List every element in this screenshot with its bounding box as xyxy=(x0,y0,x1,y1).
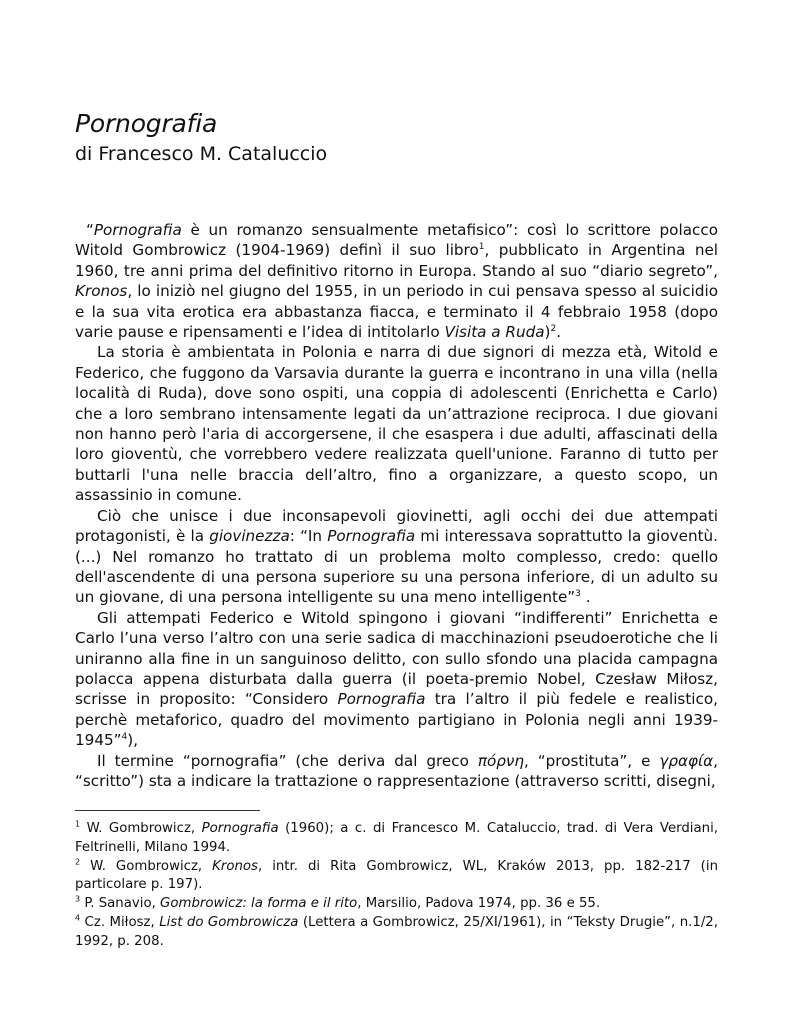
italic-title: Kronos xyxy=(75,282,128,301)
footnote-3 xyxy=(75,895,718,914)
text-run: ), xyxy=(127,731,139,750)
text-run: , “prostituta”, e xyxy=(524,751,660,770)
author-byline: di Francesco M. Cataluccio xyxy=(75,143,328,165)
footnote-ref-1[interactable]: 1 xyxy=(478,242,485,253)
footnote-number: 4 xyxy=(75,913,81,923)
paragraph-4 xyxy=(75,608,718,751)
paragraph-5 xyxy=(75,751,718,792)
italic-title: Visita a Ruda xyxy=(444,323,545,342)
text-run: tra l’altro il più fedele e realistico, perchè metaforico, quadro del movimento partigiano in Polonia negli anni 1939-1945” xyxy=(75,690,718,750)
text-run: è un romanzo sensualmente metafisico”: così lo scrittore polacco Witold Gombrowicz (1904-1969) definì il suo libro xyxy=(75,221,718,260)
text-run: , pubblicato in Argentina nel 1960, tre anni prima del definitivo ritorno in Europa. Stando al suo “diario segreto”, xyxy=(75,241,719,280)
text-run: mi interessava soprattutto la gioventù.(...) Nel romanzo ho trattato di un problema molto complesso, credo: quello dell'ascendente di una persona superiore su una persona inferiore, di un adulto su un giovane, di una persona intelligente su una meno intelligente” xyxy=(75,527,719,607)
footnote-1 xyxy=(75,820,718,858)
text-run: Cz. Miłosz, xyxy=(80,914,160,930)
footnotes xyxy=(75,820,718,952)
italic-title: Pornografia xyxy=(93,221,182,239)
footnote-ref-3[interactable]: 3 xyxy=(575,589,581,600)
article-body xyxy=(75,220,718,791)
footnote-number: 1 xyxy=(75,819,81,829)
italic-title: Kronos xyxy=(212,858,258,874)
paragraph-3 xyxy=(75,506,718,608)
greek-term: γραφία xyxy=(659,751,714,770)
text-run: P. Sanavio, xyxy=(80,896,161,912)
greek-term: πόρνη xyxy=(477,751,525,770)
footnote-divider xyxy=(75,810,260,811)
footnote-number: 3 xyxy=(75,894,81,904)
italic-term: giovinezza xyxy=(209,527,290,546)
text-run: W. Gombrowicz, xyxy=(80,821,202,836)
paragraph-1 xyxy=(75,220,718,342)
text-run: Ciò che unisce i due inconsapevoli giovinetti, agli occhi dei due attempati protagonisti, è la xyxy=(75,506,718,546)
footnote-ref-4[interactable]: 4 xyxy=(121,732,128,743)
italic-title: Gombrowicz: la forma e il rito xyxy=(160,896,358,912)
italic-title: Pornografia xyxy=(337,690,426,709)
footnote-ref-2[interactable]: 2 xyxy=(550,323,557,334)
text-run: . xyxy=(556,323,562,342)
text-run: , intr. di Rita Gombrowicz, WL, Kraków 2013, pp. 182-217 (in particolare p. 197). xyxy=(75,858,718,893)
text-run: W. Gombrowicz, xyxy=(80,858,213,874)
text-run: ) xyxy=(544,323,551,342)
footnote-4 xyxy=(75,914,718,952)
footnote-number: 2 xyxy=(75,857,81,867)
text-run: : “In xyxy=(289,527,328,546)
text-run: . xyxy=(580,588,591,607)
italic-title: Pornografia xyxy=(201,821,279,836)
footnote-2 xyxy=(75,858,718,896)
italic-title: Pornografia xyxy=(327,527,416,546)
paragraph-2: La storia è ambientata in Polonia e narra di due signori di mezza età, Witold e Federico, che fuggono da Varsavia durante la guerra e incontrano in una villa (nella località di Ruda), dove sono ospiti, una coppia di adolescenti (Enrichetta e Carlo) che a loro sembrano intensamente legati da un’attrazione reciproca. I due giovani non hanno però l'aria di accorgersene, il che esaspera i due adulti, affascinati della loro gioventù, che vorrebbero vedere realizzata quell'unione. Faranno di tutto per buttarli l'una nelle braccia dell’altro, fino a organizzare, a questo scopo, un assassinio in comune. xyxy=(75,343,718,505)
text-run: “ xyxy=(86,221,94,239)
italic-title: List do Gombrowicza xyxy=(159,914,299,930)
text-run: , lo iniziò nel giugno del 1955, in un periodo in cui pensava spesso al suicidio e la sua vita erotica era abbastanza fiacca, e terminato il 4 febbraio 1958 (dopo varie pause e ripensamenti e l’idea di intitolarlo xyxy=(75,282,718,342)
text-run: Il termine “pornografia” (che deriva dal greco xyxy=(97,751,478,770)
text-run: , Marsilio, Padova 1974, pp. 36 e 55. xyxy=(357,896,601,912)
text-run: Gli attempati Federico e Witold spingono i giovani “indifferenti” Enrichetta e Carlo l’una verso l’altro con una serie sadica di macchinazioni pseudoerotiche che li uniranno alla fine in un sanguinoso delitto, con sullo sfondo una placida campagna polacca appena disturbata dalla guerra (il poeta-premio Nobel, Czesław Miłosz, scrisse in proposito: “Considero xyxy=(75,608,718,709)
text-run: (Lettera a Gombrowicz, 25/XI/1961), in “Teksty Drugie”, n.1/2, 1992, p. 208. xyxy=(75,914,718,949)
document-title: Pornografia xyxy=(75,108,218,138)
text-run: , “scritto”) sta a indicare la trattazione o rappresentazione (attraverso scritti, disegni, xyxy=(75,751,718,790)
text-run: (1960); a c. di Francesco M. Cataluccio, trad. di Vera Verdiani, Feltrinelli, Milano 1994. xyxy=(75,821,718,855)
